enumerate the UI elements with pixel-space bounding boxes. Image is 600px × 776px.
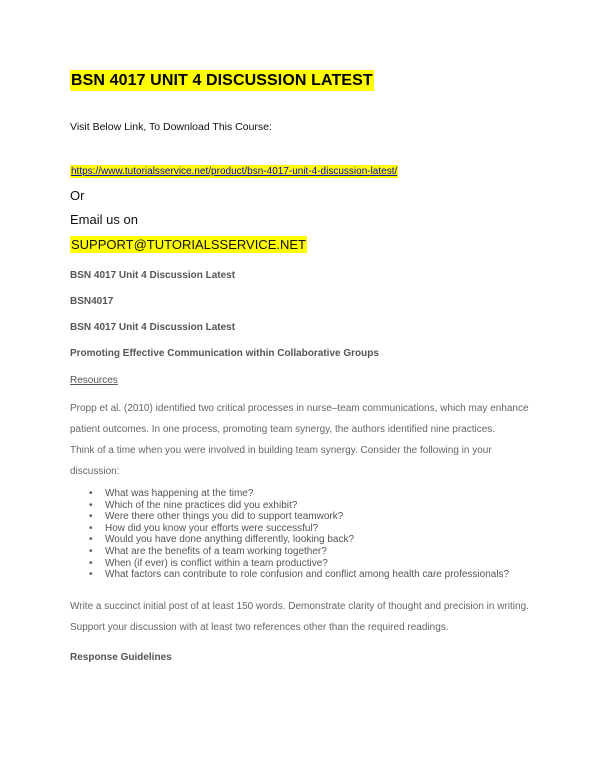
course-download-link[interactable]: https://www.tutorialsservice.net/product/bsn-4017-unit-4-discussion-latest/: [71, 166, 398, 177]
bullet-icon: •: [89, 534, 93, 546]
list-item: • When (if ever) is conflict within a team productive?: [89, 557, 328, 569]
list-item: • How did you know your efforts were successful?: [89, 522, 319, 534]
list-item: • Were there other things you did to support teamwork?: [89, 511, 344, 523]
support-email[interactable]: SUPPORT@TUTORIALSSERVICE.NET: [71, 237, 306, 252]
heading-course-code: BSN4017: [70, 296, 114, 307]
list-item: • What are the benefits of a team working together?: [89, 545, 327, 557]
list-item: • What factors can contribute to role confusion and conflict among health care professionals?: [89, 569, 510, 581]
paragraph-team-synergy-prompt: Think of a time when you were involved in building team synergy. Consider the following in your discussion:: [70, 445, 492, 477]
visit-instruction: Visit Below Link, To Download This Course:: [70, 121, 272, 133]
heading-course-title-repeat: BSN 4017 Unit 4 Discussion Latest: [70, 322, 236, 333]
document-title: BSN 4017 UNIT 4 DISCUSSION LATEST: [71, 72, 373, 89]
discussion-questions-list: [70, 488, 550, 581]
or-text: Or: [70, 188, 85, 203]
email-label: Email us on: [70, 212, 138, 227]
bullet-icon: •: [89, 557, 93, 569]
paragraph-propp-intro: Propp et al. (2010) identified two critical processes in nurse–team communications, which may enhance patient outcomes. In one process, promoting team synergy, the authors identified nine practices.: [70, 403, 529, 435]
bullet-icon: •: [89, 545, 93, 557]
heading-course-title: BSN 4017 Unit 4 Discussion Latest: [70, 270, 236, 281]
bullet-icon: •: [89, 511, 93, 523]
resources-link[interactable]: Resources: [70, 375, 118, 386]
list-item: • What was happening at the time?: [89, 488, 254, 499]
heading-discussion-topic: Promoting Effective Communication within Collaborative Groups: [70, 348, 379, 359]
response-guidelines-heading: Response Guidelines: [70, 652, 172, 663]
list-item: • Which of the nine practices did you exhibit?: [89, 499, 298, 511]
bullet-icon: •: [89, 569, 93, 581]
bullet-icon: •: [89, 499, 93, 511]
bullet-icon: •: [89, 522, 93, 534]
list-item: • Would you have done anything differently, looking back?: [89, 534, 355, 546]
bullet-icon: •: [89, 488, 93, 499]
paragraph-post-requirements: Write a succinct initial post of at least 150 words. Demonstrate clarity of thought and precision in writing. Support your discussion with at least two references other than the required readings.: [70, 601, 529, 633]
